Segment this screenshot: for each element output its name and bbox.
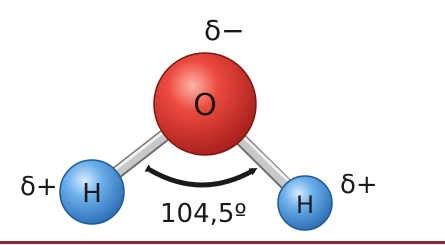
oxygen-partial-charge: δ−	[204, 14, 245, 47]
hydrogen-atom-left	[60, 160, 124, 224]
hydrogen-left-partial-charge: δ+	[20, 172, 58, 202]
hydrogen-right-label: H	[295, 191, 315, 219]
oxygen-atom	[154, 53, 256, 155]
bond-angle-arrow	[150, 170, 254, 185]
baseline-rule	[0, 241, 445, 244]
hydrogen-atom-right	[278, 176, 332, 230]
bond-angle-label: 104,5º	[160, 199, 247, 229]
hydrogen-right-partial-charge: δ+	[340, 170, 378, 200]
hydrogen-left-label: H	[82, 179, 102, 209]
oxygen-label: O	[193, 88, 217, 123]
